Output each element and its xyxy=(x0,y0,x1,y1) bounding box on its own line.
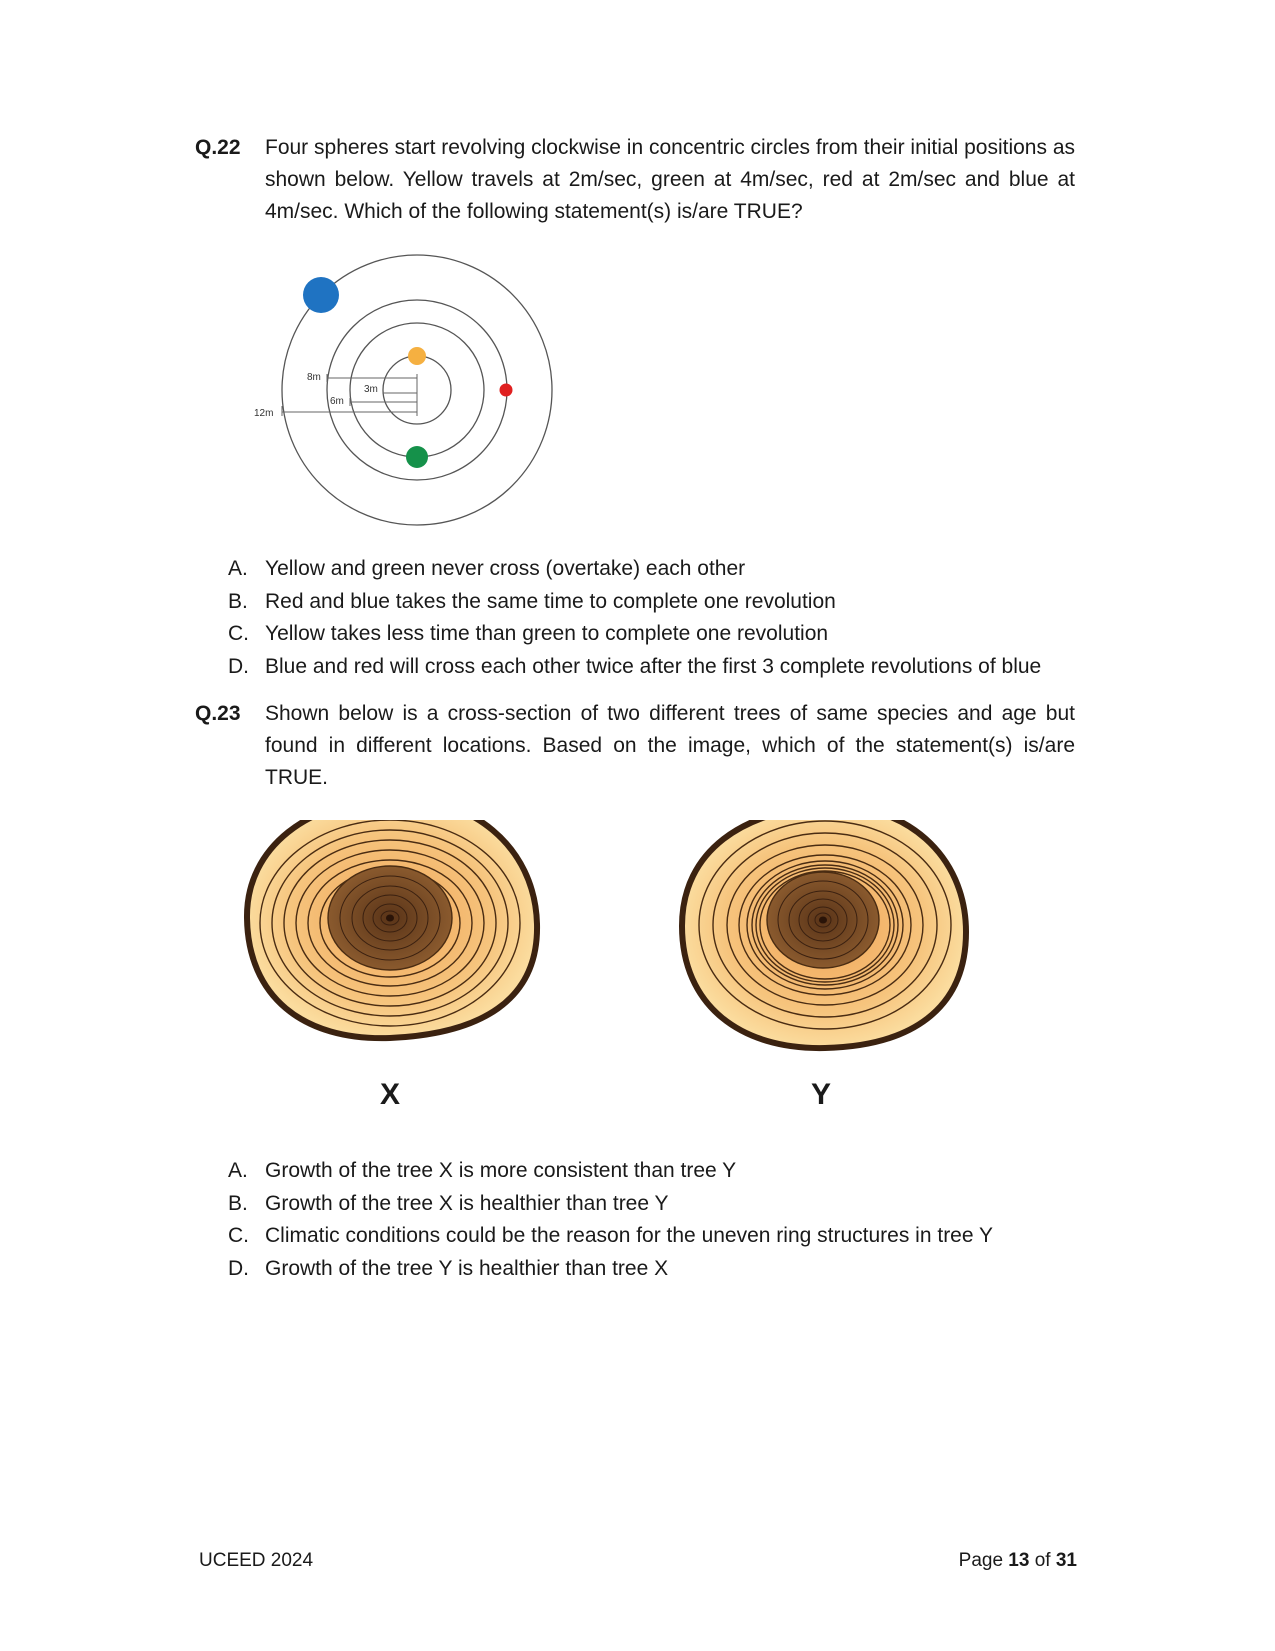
option-d xyxy=(228,1253,1108,1286)
option-text: Growth of the tree X is healthier than tree Y xyxy=(265,1191,669,1215)
q23-options xyxy=(228,1155,1108,1285)
page-current: 13 xyxy=(1008,1550,1030,1571)
tree-y-label: Y xyxy=(811,1078,832,1111)
option-text: Blue and red will cross each other twice after the first 3 complete revolutions of blue xyxy=(265,654,1042,678)
option-b xyxy=(228,1188,1108,1221)
page-of: of xyxy=(1034,1550,1051,1571)
green-sphere xyxy=(406,446,428,468)
yellow-sphere xyxy=(408,347,426,365)
tree-y-cross-section xyxy=(682,820,966,1048)
option-text: Growth of the tree X is more consistent than tree Y xyxy=(265,1159,737,1182)
q22-options xyxy=(228,553,1108,683)
option-c xyxy=(228,1220,1108,1253)
concentric-circles-figure xyxy=(250,250,570,540)
label-6m: 6m xyxy=(330,396,344,407)
option-letter: D. xyxy=(228,1256,249,1280)
option-letter: A. xyxy=(228,557,248,580)
blue-sphere xyxy=(303,277,339,313)
option-a xyxy=(228,1155,1108,1188)
footer-exam-name: UCEED 2024 xyxy=(199,1550,314,1571)
option-letter: C. xyxy=(228,1224,249,1247)
page-prefix: Page xyxy=(958,1550,1004,1571)
option-a xyxy=(228,553,1108,586)
option-letter: A. xyxy=(228,1159,248,1182)
question-text: Four spheres start revolving clockwise in concentric circles from their initial positions as shown below. Yellow travels at 2m/sec, green at 4m/sec, red at 2m/sec and blue at 4m/sec. Which of the following statement(s) is/are TRUE? xyxy=(265,136,1075,223)
question-23 xyxy=(195,698,1075,794)
option-letter: B. xyxy=(228,589,248,613)
option-text: Growth of the tree Y is healthier than tree X xyxy=(265,1256,669,1280)
option-text: Red and blue takes the same time to complete one revolution xyxy=(265,589,836,613)
option-letter: B. xyxy=(228,1191,248,1215)
option-letter: D. xyxy=(228,654,249,678)
tree-x-cross-section xyxy=(247,820,537,1038)
footer-page-number xyxy=(959,1550,1077,1572)
question-number: Q.22 xyxy=(195,136,241,159)
option-b xyxy=(228,586,1108,619)
question-number: Q.23 xyxy=(195,702,241,725)
option-text: Yellow takes less time than green to complete one revolution xyxy=(265,622,829,645)
tree-x-label: X xyxy=(380,1078,401,1111)
label-12m: 12m xyxy=(254,408,274,419)
question-22 xyxy=(195,132,1075,228)
red-sphere xyxy=(500,384,513,397)
question-text: Shown below is a cross-section of two different trees of same species and age but found in different locations. Based on the image, which of the statement(s) is/are TRUE. xyxy=(265,702,1075,789)
option-c xyxy=(228,618,1108,651)
label-3m: 3m xyxy=(364,384,378,395)
option-text: Climatic conditions could be the reason for the uneven ring structures in tree Y xyxy=(265,1224,994,1247)
tree-cross-sections-figure xyxy=(240,820,1020,1160)
option-text: Yellow and green never cross (overtake) each other xyxy=(265,557,746,580)
page-total: 31 xyxy=(1055,1550,1077,1571)
option-d xyxy=(228,651,1108,684)
label-8m: 8m xyxy=(307,372,321,383)
option-letter: C. xyxy=(228,622,249,645)
